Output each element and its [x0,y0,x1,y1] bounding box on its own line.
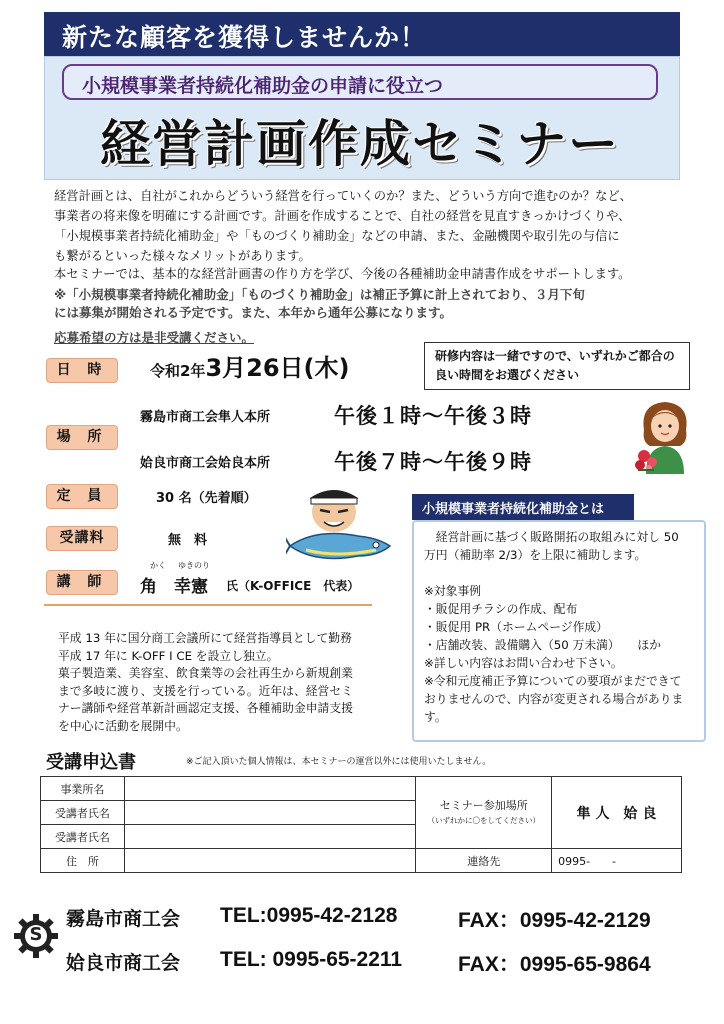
subsidy-line: ・販促用チラシの作成、配布 [424,602,578,616]
event-date [150,348,349,383]
bio-line: ナー講師や経営革新計画認定支援、各種補助金申請支援 [58,701,353,716]
header-band [44,12,680,56]
seminar-description: 本セミナーでは、基本的な経営計画書の作り方を学び、今後の各種補助金申請書作成をサポートします。 [54,267,631,281]
bio-line: 平成 13 年に国分商工会議所にて経営指導員として勤務 [58,631,352,645]
bio-line: まで多岐に渡り、支援を行っている。近年は、経営セミ [58,683,353,698]
subsidy-title: 小規模事業者持続化補助金とは [412,494,634,520]
subsidy-line: 万円（補助率 2/3）を上限に補助します。 [424,548,647,562]
notice-line: ※「小規模事業者持続化補助金」「ものづくり補助金」は補正予算に計上されており、３月下旬 [54,287,585,302]
intro-line: も繋がるといった様々なメリットがあります。 [54,249,311,263]
apply-now-text: 応募希望の方は是非受講ください。 [54,330,255,345]
date-value: 3月26日(木) [205,354,350,382]
instructor-title: 氏（K-OFFICE 代表） [226,579,360,593]
time-aira: 午後７時～午後９時 [334,450,532,474]
attendee1-field[interactable] [124,801,415,825]
intro-paragraph [54,186,684,266]
venue-select-note: （いずれかに〇をしてください） [427,815,540,825]
venue-options-field[interactable]: 隼 人 姶 良 [552,777,682,849]
intro-line: 経営計画とは、自社がこれからどういう経営を行っていくのか？また、どういう方向で進むのか？など、 [54,189,632,203]
subsidy-line: ※令和元度補正予算についての要項がまだできて [424,674,682,688]
page-title: 経営計画作成セミナー [100,115,620,173]
bio-line: 平成 17 年に K-OFF I CE を設立し独立。 [58,648,279,663]
capacity-value: 30 名（先着順） [156,491,257,506]
privacy-note: ※ご記入頂いた個人情報は、本セミナーの運営以外には使用いたしません。 [186,757,492,767]
org-aira: 姶良市商工会 [66,952,181,974]
notice-line: には募集が開始される予定です。また、本年から通年公募になります。 [54,305,453,320]
tel-aira: TEL: 0995-65-2211 [220,948,403,971]
divider [44,604,372,606]
subsidy-line [424,564,694,582]
date-note-box: 研修内容は一緒ですので、いずれかご都合の良い時間をお選びください [424,342,690,390]
subsidy-info-box [412,520,706,742]
tel-kirishima: TEL:0995-42-2128 [220,904,398,927]
fax-kirishima: FAX：0995-42-2129 [458,909,651,932]
subsidy-line: 経営計画に基づく販路開拓の取組みに対し 50 [424,530,679,544]
fee-value: 無 料 [168,533,208,548]
venue-hayato: 霧島市商工会隼人本所 [140,410,271,425]
bio-line: を中心に活動を展開中。 [58,718,188,733]
time-hayato: 午後１時～午後３時 [334,404,532,428]
intro-line: 事業者の将来像を明確にする計画です。計画を作成することで、自社の経営を見直すきっかけづくりや、 [54,209,631,223]
application-form [40,776,682,873]
subtitle: 小規模事業者持続化補助金の申請に役立つ [82,75,444,97]
attendee2-label: 受講者氏名 [41,825,125,849]
instructor-ruby-yukinori: ゆきのり [178,561,210,570]
tagline: 新たな顧客を獲得しませんか！ [62,23,427,52]
shokokai-gear-logo-icon [14,914,58,958]
contact-label: 連絡先 [416,849,552,873]
subsidy-line: おりませんので、内容が変更される場合がありま [424,692,684,706]
fee-label: 受講料 [46,526,118,551]
org-kirishima: 霧島市商工会 [66,908,181,930]
woman-with-flowers-icon [630,398,700,474]
venue-aira: 姶良市商工会姶良本所 [140,456,271,471]
business-name-field[interactable] [124,777,415,801]
fisherman-mascot-icon [286,484,396,568]
venue-select-label: セミナー参加場所 [439,798,528,812]
subsidy-notice [54,286,694,322]
capacity-label: 定 員 [46,484,118,509]
instructor-label: 講 師 [46,570,118,595]
subsidy-line: ※対象事例 [424,584,482,598]
address-field[interactable] [124,849,415,873]
date-label: 日 時 [46,358,118,383]
instructor-bio [58,630,388,736]
instructor-name: 角 幸憲 [140,577,208,597]
place-label: 場 所 [46,425,118,450]
fax-aira: FAX：0995-65-9864 [458,953,651,976]
date-era: 令和2年 [150,362,206,380]
business-name-label: 事業所名 [41,777,125,801]
form-title: 受講申込書 [46,752,136,773]
address-label: 住 所 [41,849,125,873]
contact-field[interactable]: 0995- - [552,849,682,873]
venue-select-label-cell [416,777,552,849]
subtitle-pill [62,64,658,100]
attendee2-field[interactable] [124,825,415,849]
subsidy-line: ・店舗改装、設備購入（50 万未満） ほか [424,638,662,652]
subsidy-line: ※詳しい内容はお問い合わせ下さい。 [424,656,623,670]
subsidy-line: ・販促用 PR（ホームページ作成） [424,620,608,634]
attendee1-label: 受講者氏名 [41,801,125,825]
bio-line: 菓子製造業、美容室、飲食業等の会社再生から新規創業 [58,666,353,681]
intro-line: 「小規模事業者持続化補助金」や「ものづくり補助金」などの申請、また、金融機関や取引先の与信に [54,229,620,243]
instructor-ruby-kaku: かく [150,561,166,570]
subsidy-line: す。 [424,710,447,724]
logo-letter: S [29,924,43,945]
